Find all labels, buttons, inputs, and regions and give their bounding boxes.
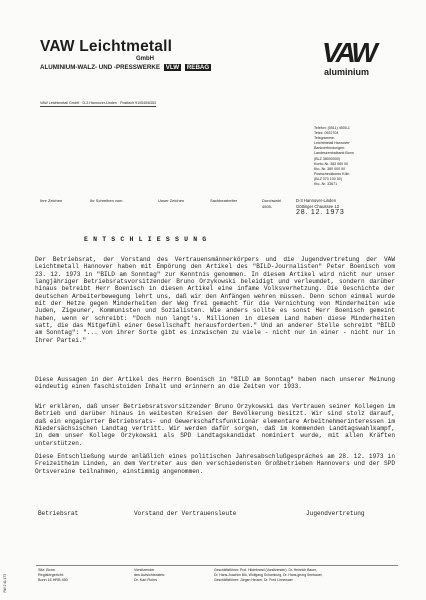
contact-info xyxy=(314,126,354,187)
contact-line: Leichtmetall Hannover xyxy=(314,141,350,146)
company-letterhead xyxy=(40,38,211,72)
footer-line: Vorsitzender xyxy=(134,568,155,572)
contact-line: Konto-Nr. 383 060 00 xyxy=(314,161,349,166)
contact-line: (BLZ 370 100 50) xyxy=(314,176,342,181)
company-name: VAW Leichtmetall xyxy=(40,38,173,55)
footer-line: Geschäftsführer: Jürgen Heuser, Dr. Fred Linnewaer xyxy=(214,577,293,582)
contact-line: Kto.-Nr. 33671 xyxy=(314,182,338,187)
place-and-date xyxy=(296,198,345,216)
footer-line: Sitz: Bonn xyxy=(38,568,55,572)
vlw-badge: VLW xyxy=(165,64,180,71)
ref-ihre-zeichen: Ihre Zeichen xyxy=(40,198,63,203)
street: Göttinger Chaussee 12 xyxy=(296,204,340,209)
signature-betriebsrat: Betriebsrat xyxy=(38,510,79,517)
footer-line: des Aufsichtsrates: xyxy=(134,572,165,577)
contact-line: Landeszentralbank Bonn xyxy=(314,151,354,156)
ref-sachbearbeiter: Sachbearbeiter xyxy=(210,198,238,203)
contact-line: Postscheckkonto Köln xyxy=(314,171,350,176)
footer-line: Dr. Hans-Joachim Blö, Wolfgang Schomburg, Dr. Hans-georg Seebauer, xyxy=(214,572,323,577)
durchwahl-label: Durchwahl xyxy=(262,198,281,203)
footer-line: Bonn 16 HRB 450 xyxy=(38,577,68,582)
company-legal-form: GmbH xyxy=(136,56,154,62)
contact-line: (BLZ 38000000) xyxy=(314,156,340,161)
signature-jugendvertretung: Jugendvertretung xyxy=(306,510,365,517)
footer-line: Dr. Karl Rohrs xyxy=(134,577,158,582)
logo-text: aluminium xyxy=(324,67,370,77)
footer-line: Registergericht: xyxy=(38,572,64,577)
paragraph: Wir erklären, daß unser Betriebsratsvorsitzender Bruno Orzykowski das Vertrauen seiner Kollegen im Betrieb und darüber hinaus in weitesten Kreisen der Bevölkerung besitzt. Wir sind stolz darauf, daß ein engagierter Betriebsrats- und Gewerkschaftsfunktionär elementare Arbeitnehmerinteressen im Niedersächsischen Landtag vertritt. Wir werden dafür sorgen, daß im kommenden Landtagswahlkampf, in dem unser Kollege Orzykowski als SPD Landtagskandidat nominiert wurde, mit allen Kräften unterstützen. xyxy=(35,403,395,447)
footer-management xyxy=(214,568,323,583)
tagline-text: ALUMINIUM-WALZ- UND -PRESSWERKE xyxy=(40,64,160,71)
ref-ihr-schreiben: Ihr Schreiben vom xyxy=(90,198,123,203)
ref-durchwahl xyxy=(262,198,281,210)
rebag-badge: REBAG xyxy=(186,64,210,71)
logo-mark: VAW xyxy=(322,37,375,68)
paragraph: Diese Aussagen in der Artikel des Herrn Boenisch in "BILD am Sonntag" haben nach unserer Meinung eindeutig einen faschistoiden Inhalt und erinnern an die Zeiten vor 1933. xyxy=(35,376,395,391)
footer-line: Geschäftsführer: Prof. Hildebrand (Vorsitzender), Dr. Heinrich Bauer, xyxy=(214,568,317,572)
contact-line: Kto.-Nr. 380 000 00 xyxy=(314,166,346,171)
letter-date: 28. 12. 1973 xyxy=(296,209,345,216)
place: D-3 Hannover-Linden xyxy=(296,198,337,203)
footer-board xyxy=(134,568,165,583)
form-code: RW 2 41 173 xyxy=(3,574,7,593)
durchwahl-value: 4505- xyxy=(262,204,273,209)
return-address: VAW Leichtmetall GmbH · D-3 Hannover-Linden · Postfach 910540/6353 xyxy=(40,101,157,105)
ref-unser-zeichen: Unser Zeichen xyxy=(158,198,185,203)
contact-line: Telex: 0922704 xyxy=(314,131,339,136)
signature-vertrauensleute: Vorstand der Vertrauensleute xyxy=(134,510,237,517)
document-title: ENTSCHLIESSUNG xyxy=(84,236,212,243)
paragraph: Der Betriebsrat, der Vorstand des Vertrauensmännerkörpers und die Jugendvertretung der VAW Leichtmetall Hannover haben mit Empörung den Artikel des "BILD-Journalisten" Peter Boenisch vom 23. 12. 1973 in "BILD am Sonntag" zur Kenntnis genommen. In diesem Artikel wird nicht nur unser langjähriger Betriebsratsvorsitzender Bruno Orzykowski beleidigt und verleumdet, sondern darüber hinaus betreibt Herr Boenisch in diesen Artikel eine infame Volksverhetzung. Die Geschichte der deutschen Arbeiterbewegung lehrt uns, daß wir den Anfängen wehren müssen. Denn schon einmal wurde mit der Hetze gegen Minderheiten der Weg frei gemacht für die Vernichtung von Minderheiten wie Juden, Zigeuner, Kommunisten und Sozialisten. Wie anders sollte es sonst Herr Boenisch gemeint haben, wenn er schreibt: "Doch nun langt's. Millionen in diesem Land haben diese Minderheiten satt, die das Mitgefühl einer Gesellschaft herausforderten." Und an anderer Stelle schreibt "BILD am Sonntag": "... von ihrer Sorte gibt es inzwischen zu viele - nicht nur in einer - nicht nur in Ihrer Partei." xyxy=(35,256,395,344)
contact-line: Bankverbindungen: xyxy=(314,146,345,151)
vaw-logo xyxy=(322,38,384,77)
footer-register xyxy=(38,568,68,583)
paragraph: Diese Entschließung wurde anläßlich eines politischen Jahresabschlußgespräches am 28. 12. 1973 in Freizeitheim Linden, an dem Vertreter aus den verschiedensten Großbetrieben Hannovers und der SPD Ortsvereine teilnahmen, einstimmig angenommen. xyxy=(35,453,395,475)
company-tagline xyxy=(40,63,211,72)
footer-divider xyxy=(36,565,398,566)
contact-line: Telegramme: xyxy=(314,136,335,141)
contact-line: Telefon: (0511) 4505-1 xyxy=(314,126,350,130)
